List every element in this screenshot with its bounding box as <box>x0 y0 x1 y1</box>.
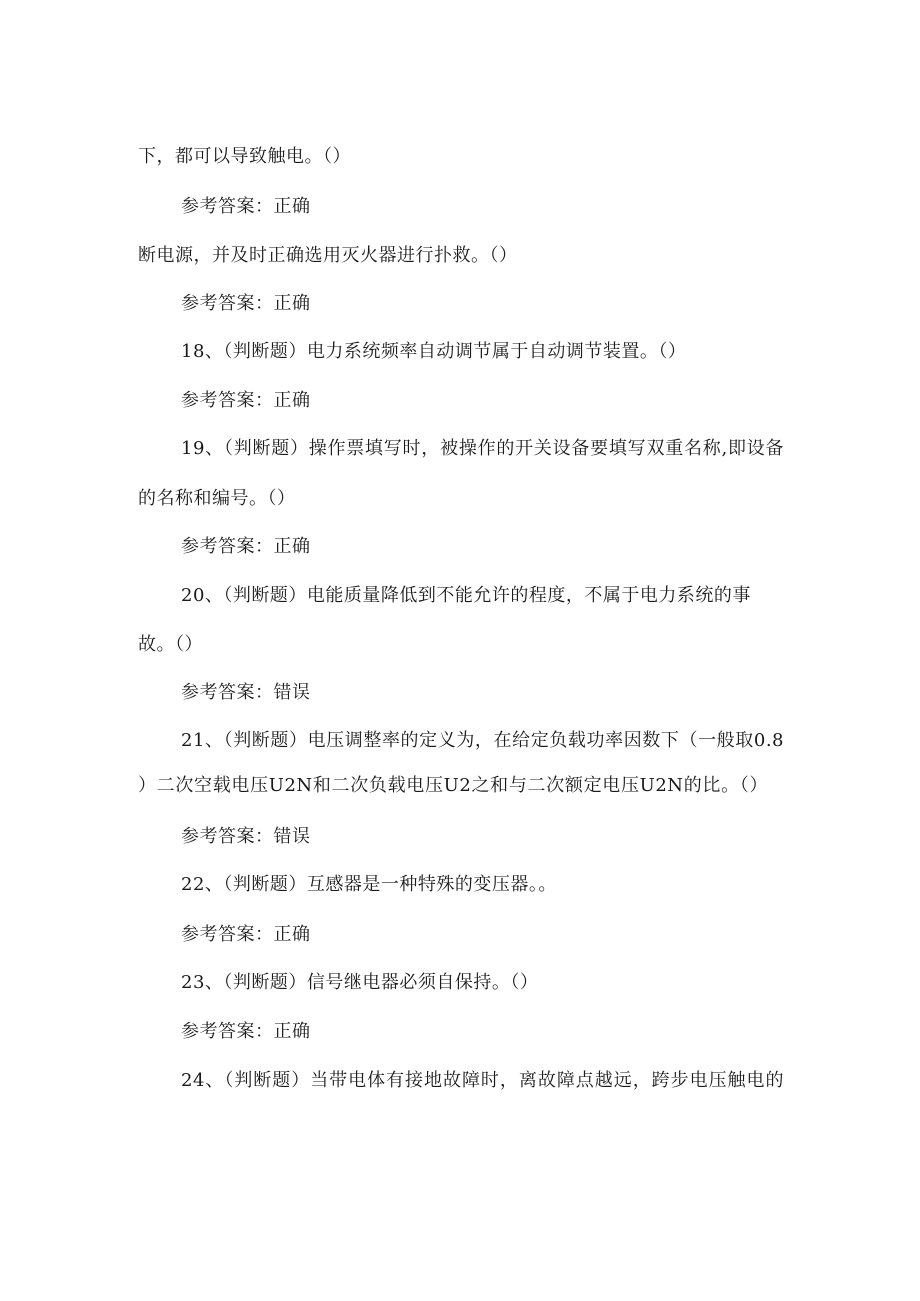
question-23-line: 23、（判断题）信号继电器必须自保持。（） <box>181 972 539 993</box>
question-18-line: 18、（判断题）电力系统频率自动调节属于自动调节装置。（） <box>181 341 687 362</box>
question-24-line: 24、（判断题）当带电体有接地故障时，离故障点越远，跨步电压触电的 <box>181 1070 784 1091</box>
answer-line: 参考答案：正确 <box>181 293 311 314</box>
answer-line: 参考答案：正确 <box>181 536 311 557</box>
question-19-line: 19、（判断题）操作票填写时，被操作的开关设备要填写双重名称,即设备 <box>181 438 784 459</box>
question-21-line: 21、（判断题）电压调整率的定义为，在给定负载功率因数下（一般取0.8 <box>181 730 784 751</box>
question-continuation-line: ）二次空载电压U2N和二次负载电压U2之和与二次额定电压U2N的比。（） <box>138 775 768 796</box>
answer-line: 参考答案：正确 <box>181 390 311 411</box>
answer-line: 参考答案：正确 <box>181 1021 311 1042</box>
question-continuation-line: 下，都可以导致触电。（） <box>138 146 351 167</box>
question-continuation-line: 断电源，并及时正确选用灭火器进行扑救。（） <box>138 245 518 266</box>
question-20-line: 20、（判断题）电能质量降低到不能允许的程度，不属于电力系统的事 <box>181 585 751 606</box>
question-22-line: 22、（判断题）互感器是一种特殊的变压器。。 <box>181 874 557 895</box>
answer-line: 参考答案：错误 <box>181 682 311 703</box>
answer-line: 参考答案：错误 <box>181 826 311 847</box>
answer-line: 参考答案：正确 <box>181 196 311 217</box>
question-continuation-line: 故。（） <box>138 634 203 655</box>
answer-line: 参考答案：正确 <box>181 924 311 945</box>
question-continuation-line: 的名称和编号。（） <box>138 488 296 509</box>
